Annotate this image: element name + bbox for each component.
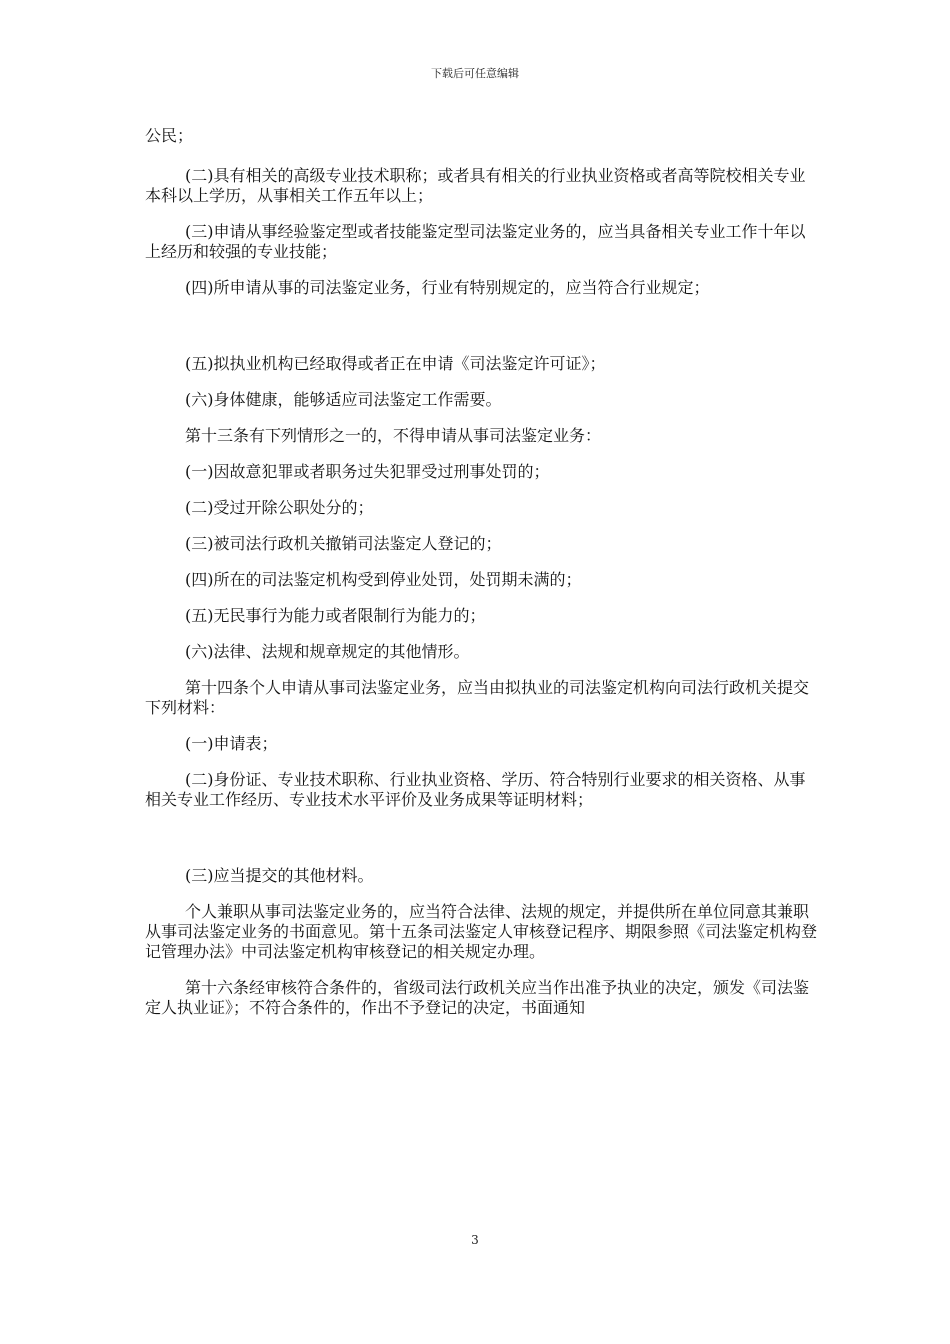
paragraph: (一)因故意犯罪或者职务过失犯罪受过刑事处罚的； [185,462,550,481]
paragraph: (五)无民事行为能力或者限制行为能力的； [185,606,486,625]
paragraph: 第十六条经审核符合条件的，省级司法行政机关应当作出准予执业的决定，颁发《司法鉴定人执业证》；不符合条件的，作出不予登记的决定，书面通知 [145,978,810,1017]
paragraph: (三)申请从事经验鉴定型或者技能鉴定型司法鉴定业务的，应当具备相关专业工作十年以上经历和较强的专业技能； [145,222,806,261]
paragraph: (一)申请表； [185,734,278,753]
paragraph: (六)身体健康，能够适应司法鉴定工作需要。 [185,390,502,409]
paragraph: 第十三条有下列情形之一的，不得申请从事司法鉴定业务： [185,426,602,445]
paragraph: 第十四条个人申请从事司法鉴定业务，应当由拟执业的司法鉴定机构向司法行政机关提交下列材料： [145,678,810,717]
document-body [145,126,817,1018]
paragraph: 个人兼职从事司法鉴定业务的，应当符合法律、法规的规定，并提供所在单位同意其兼职从事司法鉴定业务的书面意见。第十五条司法鉴定人审核登记程序、期限参照《司法鉴定机构登记管理办法》中司法鉴定机构审核登记的相关规定办理。 [145,902,818,961]
paragraph: (二)具有相关的高级专业技术职称；或者具有相关的行业执业资格或者高等院校相关专业本科以上学历，从事相关工作五年以上； [145,166,806,205]
paragraph: (五)拟执业机构已经取得或者正在申请《司法鉴定许可证》； [185,354,606,373]
paragraph: (二)受过开除公职处分的； [185,498,374,517]
page-header-note: 下载后可任意编辑 [431,67,519,80]
paragraph: (三)被司法行政机关撤销司法鉴定人登记的； [185,534,502,553]
paragraph: (四)所在的司法鉴定机构受到停业处罚，处罚期未满的； [185,570,582,589]
paragraph: (四)所申请从事的司法鉴定业务，行业有特别规定的，应当符合行业规定； [185,278,710,297]
paragraph: (三)应当提交的其他材料。 [185,866,374,885]
paragraph: (二)身份证、专业技术职称、行业执业资格、学历、符合特别行业要求的相关资格、从事相关专业工作经历、专业技术水平评价及业务成果等证明材料； [145,770,806,809]
paragraph: (六)法律、法规和规章规定的其他情形。 [185,642,470,661]
paragraph: 公民； [145,126,194,145]
page-number: 3 [471,1233,479,1247]
